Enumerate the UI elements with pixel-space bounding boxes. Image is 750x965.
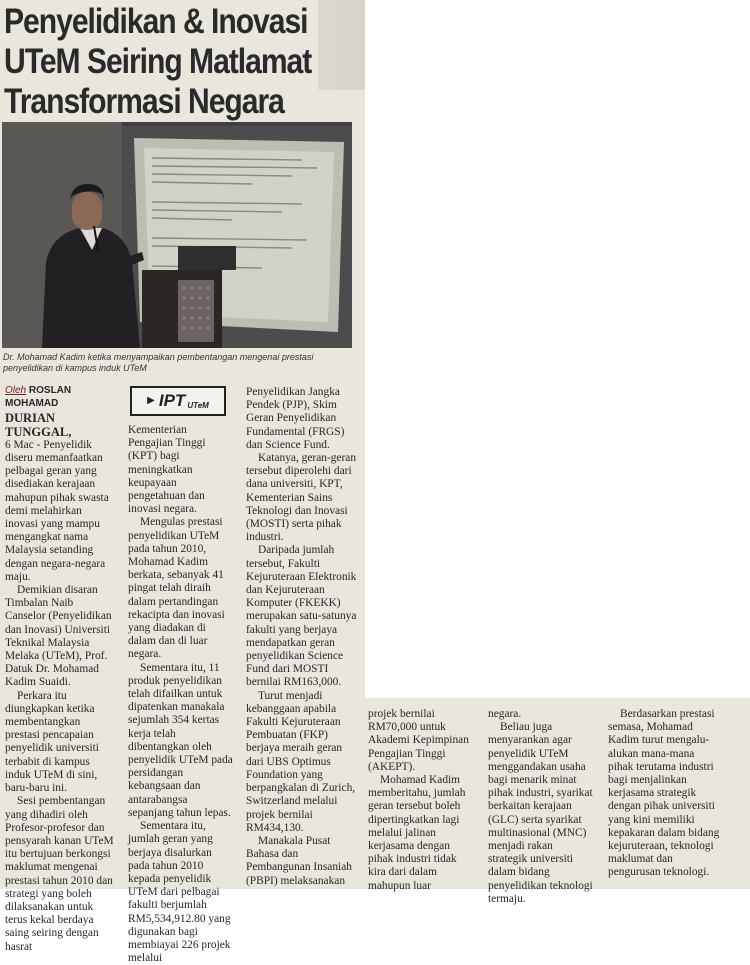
byline bbox=[5, 384, 116, 410]
logo-text: IPT bbox=[158, 391, 186, 411]
paragraph: Katanya, geran-geran tersebut diperolehi dari dana universiti, KPT, Kementerian Sains Teknologi dan Inovasi (MOSTI) serta pihak industri. bbox=[246, 452, 357, 544]
paragraph: Beliau juga menyarankan agar penyelidik UTeM menggandakan usaha bagi menarik minat pihak industri, syarikat berkaitan kerajaan (GLC) serta syarikat multinasional (MNC) menjadi rakan strategik universiti dalam bidang penyelidikan teknologi termaju. bbox=[488, 721, 593, 905]
headline bbox=[4, 2, 312, 122]
article-column-6 bbox=[608, 708, 720, 880]
paragraph: Daripada jumlah tersebut, Fakulti Kejuruteraan Elektronik dan Kejuruteraan Komputer (FKEKK) merupakan satu-satunya fakulti yang berjaya mendapatkan geran penyelidikan Science Fund dari MOSTI bernilai RM163,000. bbox=[246, 544, 357, 689]
paragraph: Demikian disaran Timbalan Naib Canselor (Penyelidikan dan Inovasi) Universiti Teknikal Malaysia Melaka (UTeM), Prof. Datuk Dr. Mohamad Kadim Suaidi. bbox=[5, 584, 112, 689]
paragraph: Manakala Pusat Bahasa dan Pembangunan Insaniah (PBPI) melaksanakan bbox=[246, 834, 352, 887]
article-photo bbox=[2, 122, 352, 348]
paragraph: Berdasarkan prestasi semasa, Mohamad Kadim turut mengalu-alukan mana-mana pihak terutama industri bagi menjalinkan kerjasama strategik dengan pihak universiti yang kini memiliki kepakaran dalam bidang kejuruteraan, teknologi maklumat dan pengurusan teknologi. bbox=[608, 708, 720, 879]
paragraph: Mengulas prestasi penyelidikan UTeM pada tahun 2010, Mohamad Kadim berkata, sebanyak 41 pingat telah diraih dalam pertandingan rekacipta dan inovasi yang diadakan di dalam dan di luar negara. bbox=[128, 516, 225, 661]
logo-mark-icon: ▶ bbox=[147, 395, 155, 407]
adjacent-page-bleed bbox=[318, 0, 365, 90]
headline-line-2: UTeM Seiring Matlamat bbox=[4, 42, 312, 81]
paragraph: projek bernilai RM70,000 untuk Akademi Kepimpinan Pengajian Tinggi (AKEPT). bbox=[368, 708, 469, 773]
photo-caption: Dr. Mohamad Kadim ketika menyampaikan pembentangan mengenai prestasi penyelidikan di kampus induk UTeM bbox=[3, 352, 314, 373]
paragraph: Sesi pembentangan yang dihadiri oleh Profesor-profesor dan pensyarah kanan UTeM itu bertujuan berkongsi maklumat mengenai prestasi tahun 2010 dan strategi yang boleh dilaksanakan untuk terus kekal berdaya saing seiring dengan hasrat bbox=[5, 795, 114, 953]
paragraph: 6 Mac - Penyelidik diseru memanfaatkan pelbagai geran yang disediakan kerajaan mahupun pihak swasta demi melahirkan inovasi yang mampu mengangkat nama Malaysia setanding dengan negara-negara maju. bbox=[5, 438, 109, 583]
article-column-2 bbox=[128, 384, 234, 965]
podium-top bbox=[178, 246, 236, 270]
article-column-3 bbox=[246, 386, 360, 888]
dateline: DURIAN TUNGGAL, bbox=[5, 411, 72, 439]
headline-line-3: Transformasi Negara bbox=[4, 82, 284, 121]
headline-line-1: Penyelidikan & Inovasi bbox=[4, 2, 308, 41]
paragraph: Turut menjadi kebanggaan apabila Fakulti Kejuruteraan Pembuatan (FKP) berjaya meraih geran dari UBS Optimus Foundation yang berpangkalan di Zurich, Switzerland melalui projek bernilai RM434,130. bbox=[246, 689, 356, 834]
byline-author: ROSLAN MOHAMAD bbox=[5, 385, 72, 410]
article-column-1 bbox=[5, 384, 116, 954]
presenter-photo bbox=[2, 122, 352, 348]
paragraph: Kementerian Pengajian Tinggi (KPT) bagi meningkatkan keupayaan pengetahuan dan inovasi negara. bbox=[128, 424, 206, 516]
paragraph: Sementara itu, jumlah geran yang berjaya disalurkan pada tahun 2010 kepada penyelidik UTeM dari pelbagai fakulti berjumlah RM5,534,912.80 yang digunakan bagi membiayai 226 projek melalui bbox=[128, 820, 231, 965]
byline-prefix: Oleh bbox=[5, 385, 27, 396]
paragraph: Penyelidikan Jangka Pendek (PJP), Skim Geran Penyelidikan Fundamental (FRGS) dan Science Fund. bbox=[246, 386, 345, 451]
paragraph: negara. bbox=[488, 708, 522, 720]
ipt-utem-logo bbox=[130, 386, 226, 416]
logo-subtext: UTeM bbox=[187, 400, 209, 410]
article-column-5 bbox=[488, 708, 594, 906]
paragraph: Sementara itu, 11 produk penyelidikan telah difailkan untuk dipatenkan manakala sejumlah 354 kertas kerja telah dibentangkan oleh penyelidik UTeM pada persidangan kebangsaan dan antarabangsa sepanjang tahun lepas. bbox=[128, 661, 233, 819]
article-column-4 bbox=[368, 708, 476, 893]
paragraph: Perkara itu diungkapkan ketika membentangkan prestasi pencapaian penyelidik universiti terbabit di kampus induk UTeM di sini, baru-baru ini. bbox=[5, 689, 99, 795]
paragraph: Mohamad Kadim memberitahu, jumlah geran tersebut boleh dipertingkatkan lagi melalui jalinan kerjasama dengan pihak industri tidak kira dari dalam mahupun luar bbox=[368, 774, 466, 892]
